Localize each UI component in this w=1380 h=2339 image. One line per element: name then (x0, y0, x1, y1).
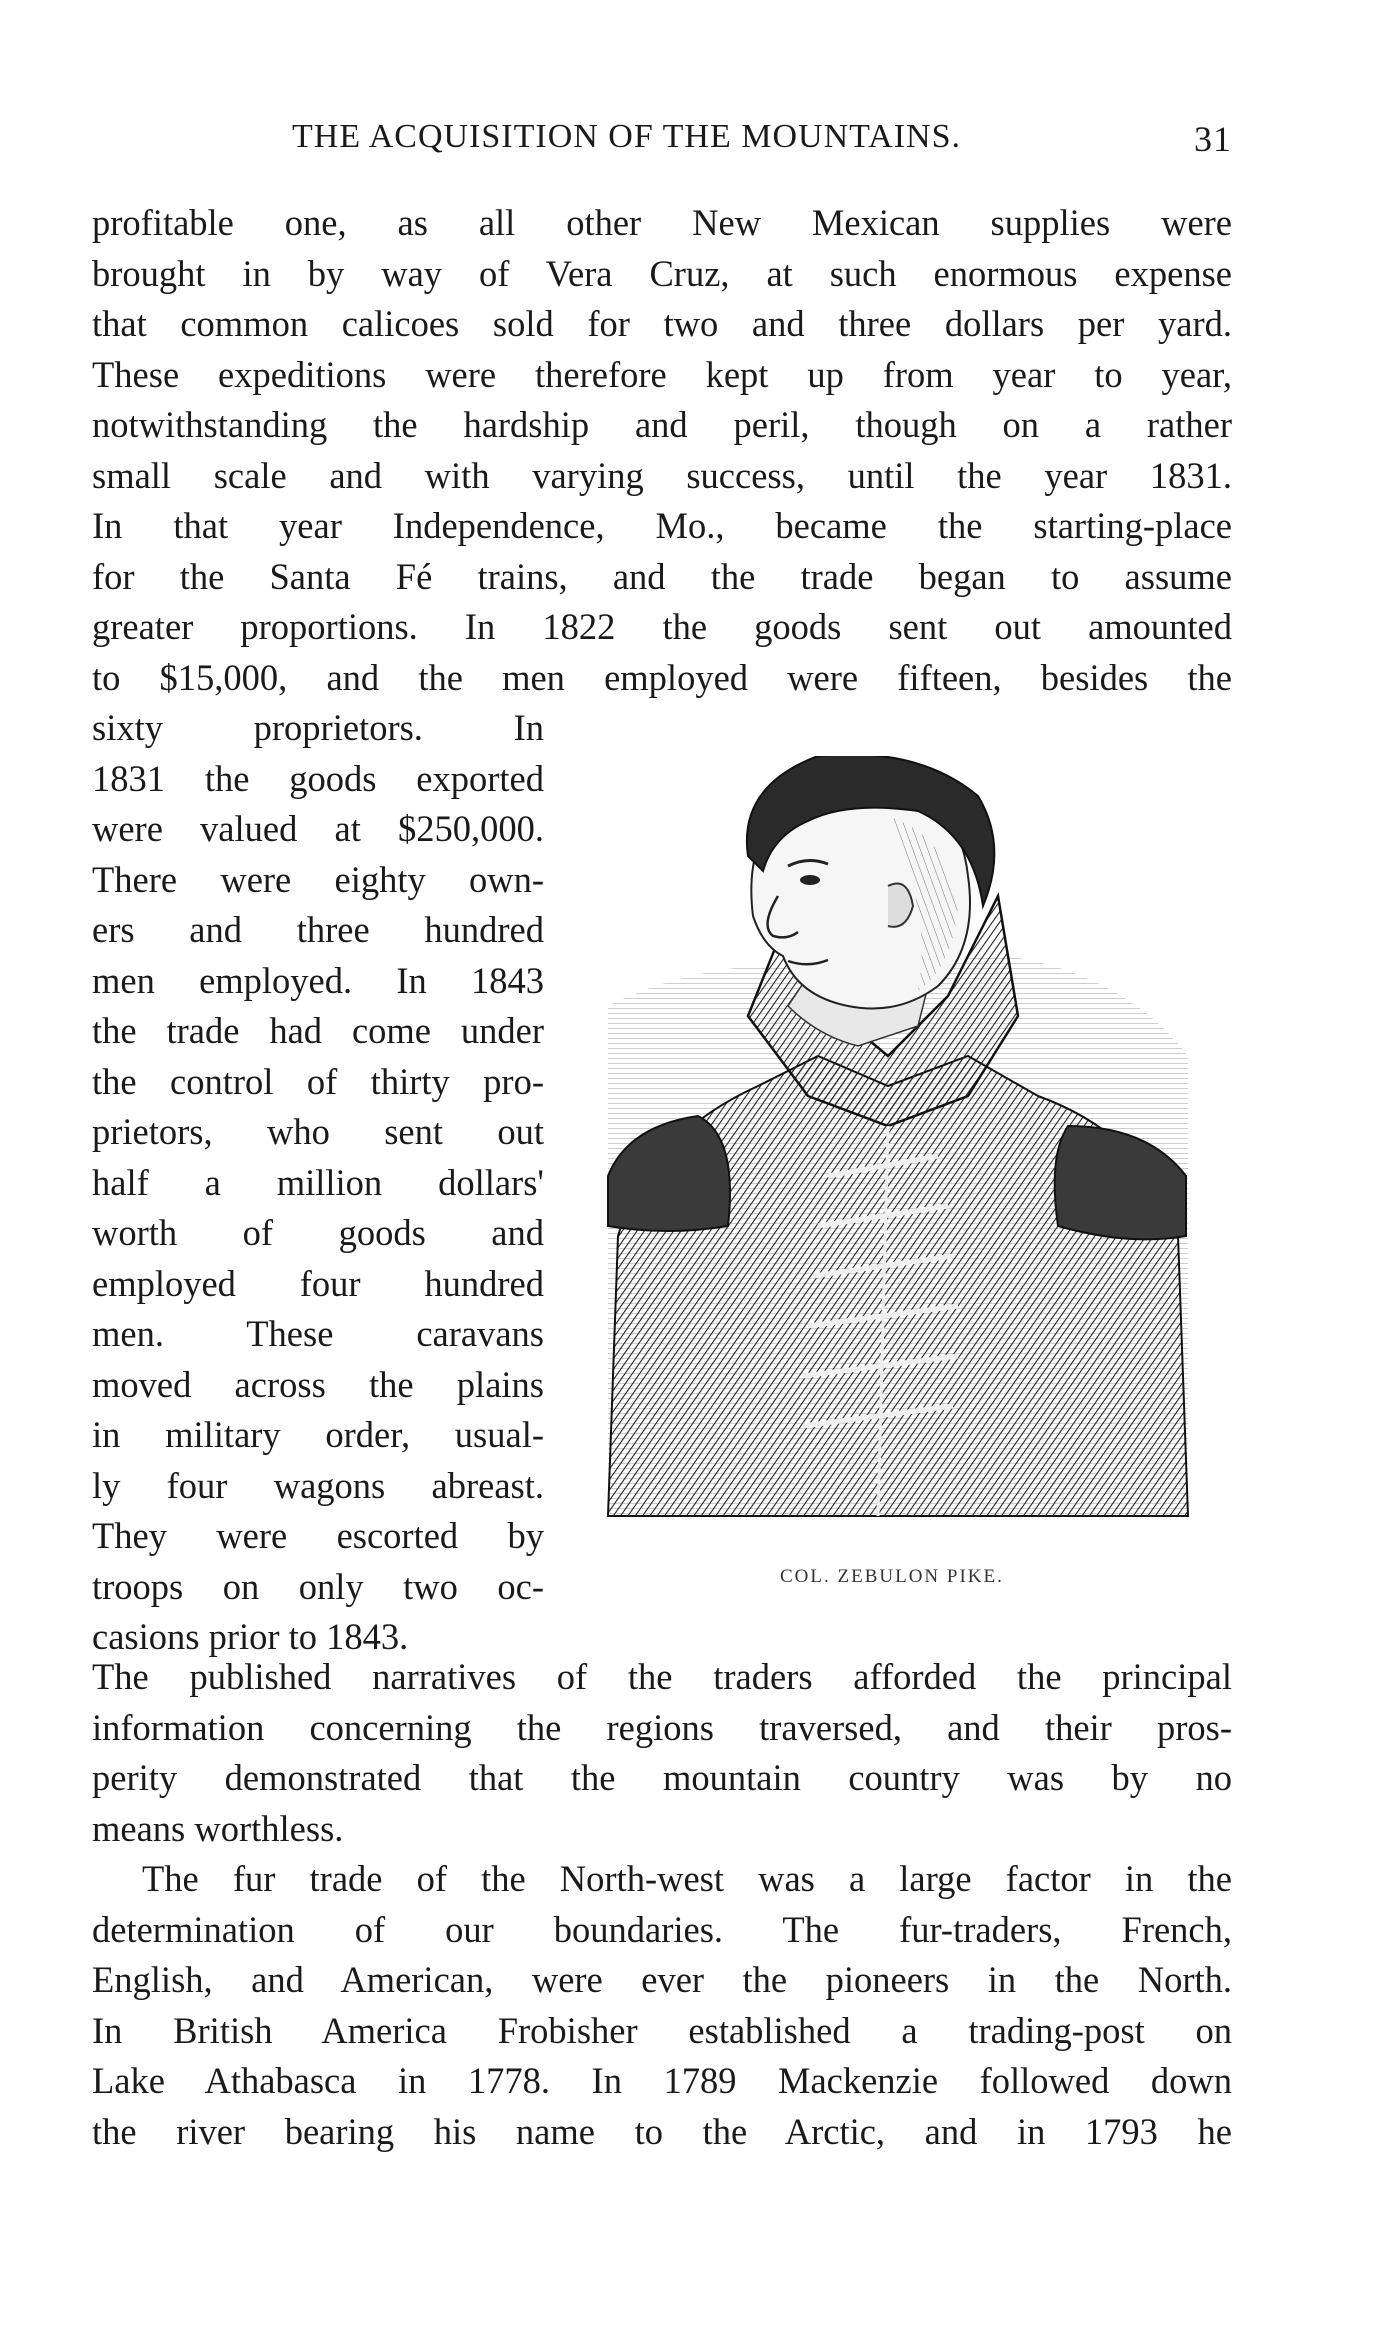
text-line: greater proportions. In 1822 the goods sent out amounted (92, 606, 1232, 647)
running-head (92, 118, 1232, 166)
text-line: the river bearing his name to the Arctic, and in 1793 he (92, 2110, 1232, 2152)
text-line: The published narratives of the traders afforded the principal (92, 1656, 1232, 1697)
portrait-figure (588, 756, 1200, 1566)
text-line: determination of our boundaries. The fur-traders, French, (92, 1908, 1232, 1950)
text-line: troops on only two oc- (92, 1565, 544, 1607)
text-line: ers and three hundred (92, 909, 544, 950)
text-line: English, and American, were ever the pioneers in the North. (92, 1959, 1232, 2000)
text-line: in military order, usual- (92, 1414, 544, 1455)
text-line: employed four hundred (92, 1262, 544, 1304)
text-line: half a million dollars' (92, 1161, 544, 1203)
paragraph-narrow (92, 703, 544, 1663)
text-line: Lake Athabasca in 1778. In 1789 Mackenzie followed down (92, 2060, 1232, 2101)
text-line: 1831 the goods exported (92, 757, 544, 799)
text-line: to $15,000, and the men employed were fifteen, besides the (92, 656, 1232, 698)
text-line: perity demonstrated that the mountain country was by no (92, 1757, 1232, 1798)
text-line: that common calicoes sold for two and three dollars per yard. (92, 303, 1232, 344)
text-line: They were escorted by (92, 1515, 544, 1556)
portrait-engraving (588, 756, 1200, 1546)
text-line: prietors, who sent out (92, 1111, 544, 1152)
text-line: These expeditions were therefore kept up from year to year, (92, 353, 1232, 395)
text-line: means worthless. (92, 1807, 344, 1849)
text-line: for the Santa Fé trains, and the trade began to assume (92, 555, 1232, 597)
paragraph-top (92, 198, 1232, 703)
page-number: 31 (1194, 119, 1232, 159)
text-line: In that year Independence, Mo., became the starting-place (92, 505, 1232, 546)
running-title: THE ACQUISITION OF THE MOUNTAINS. (292, 118, 962, 155)
text-line: In British America Frobisher established a trading-post on (92, 2009, 1232, 2051)
text-line: men employed. In 1843 (92, 959, 544, 1001)
text-line: profitable one, as all other New Mexican supplies were (92, 202, 1232, 243)
text-line: the trade had come under (92, 1010, 544, 1051)
text-line: worth of goods and (92, 1212, 544, 1253)
figure-caption: COL. ZEBULON PIKE. (780, 1566, 1004, 1587)
text-line: information concerning the regions traversed, and their pros- (92, 1706, 1232, 1748)
text-line: the control of thirty pro- (92, 1060, 544, 1102)
text-line: notwithstanding the hardship and peril, though on a rather (92, 404, 1232, 445)
text-line: moved across the plains (92, 1363, 544, 1405)
eye (800, 875, 820, 885)
paragraph-bottom (92, 1652, 1232, 2157)
text-line: were valued at $250,000. (92, 808, 544, 849)
text-line: The fur trade of the North-west was a large factor in the (142, 1858, 1232, 1899)
text-line: There were eighty own- (92, 858, 544, 900)
text-line: brought in by way of Vera Cruz, at such enormous expense (92, 252, 1232, 294)
text-line: small scale and with varying success, until the year 1831. (92, 454, 1232, 496)
text-line: casions prior to 1843. (92, 1616, 409, 1657)
text-line: sixty proprietors. In (92, 707, 544, 748)
text-line: ly four wagons abreast. (92, 1464, 544, 1506)
text-line: men. These caravans (92, 1313, 544, 1354)
